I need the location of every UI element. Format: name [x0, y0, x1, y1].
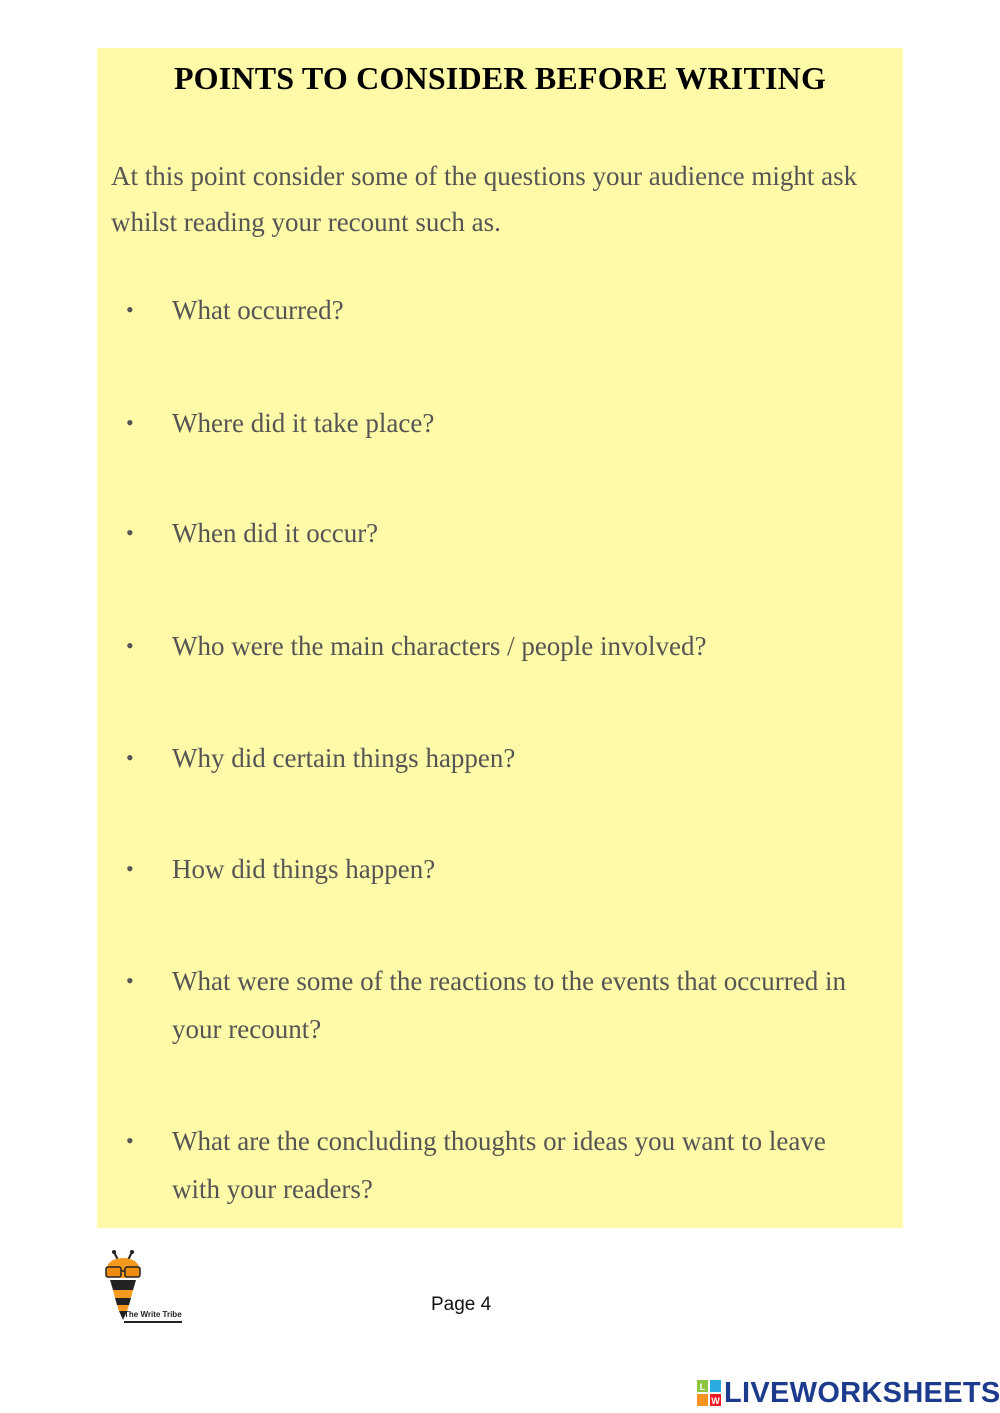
list-item-text: What were some of the reactions to the events that occurred in your recount?: [172, 966, 846, 1044]
list-item-text: What occurred?: [172, 295, 344, 325]
page-title: POINTS TO CONSIDER BEFORE WRITING: [173, 60, 827, 96]
bullet-icon: •: [126, 1128, 134, 1153]
list-item-text: Why did certain things happen?: [172, 743, 516, 773]
bullet-icon: •: [126, 633, 134, 658]
list-item-text: What are the concluding thoughts or ideas you want to leave with your readers?: [172, 1126, 826, 1204]
list-item-text: How did things happen?: [172, 854, 436, 884]
svg-text:W: W: [711, 1396, 720, 1406]
liveworksheets-logo-icon: [697, 1380, 721, 1406]
bullet-icon: •: [126, 410, 134, 435]
list-item-text: When did it occur?: [172, 518, 379, 548]
bullet-icon: •: [126, 745, 134, 770]
svg-text:L: L: [699, 1382, 706, 1392]
bullet-icon: •: [126, 297, 134, 322]
page-number: Page 4: [431, 1294, 492, 1315]
liveworksheets-watermark: [697, 1376, 1000, 1410]
bullet-icon: •: [126, 856, 134, 881]
logo-caption: The Write Tribe: [124, 1310, 182, 1323]
list-item-text: Who were the main characters / people involved?: [172, 631, 707, 661]
intro-paragraph: At this point consider some of the questions your audience might ask whilst reading your recount such as.: [111, 161, 858, 237]
list-item-text: Where did it take place?: [172, 408, 435, 438]
bullet-icon: •: [126, 968, 134, 993]
bullet-icon: •: [126, 520, 134, 545]
liveworksheets-wordmark: LIVEWORKSHEETS: [724, 1376, 1000, 1409]
